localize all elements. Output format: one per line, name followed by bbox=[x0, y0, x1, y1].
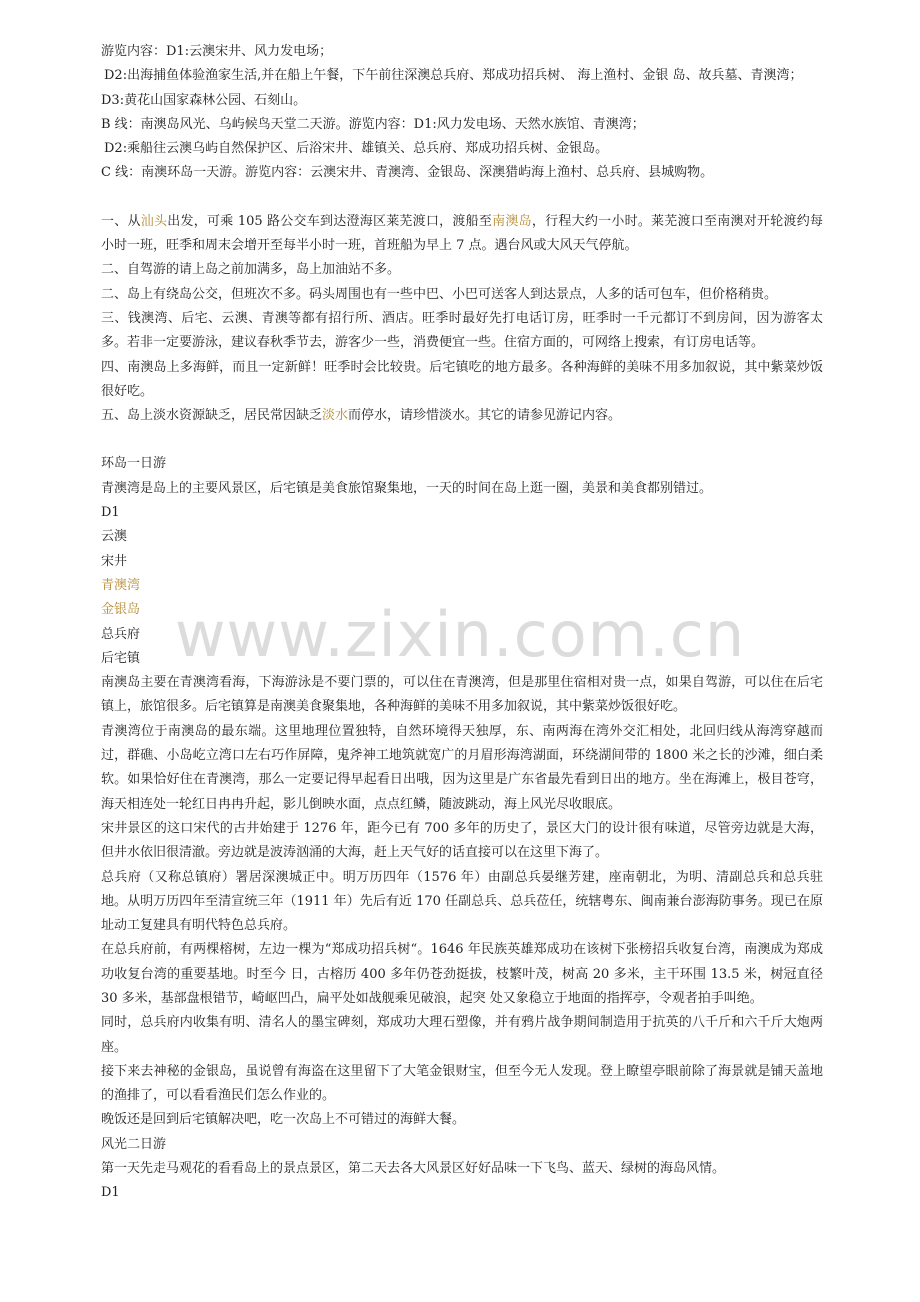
stop-yunao: 云澳 bbox=[101, 529, 128, 545]
tip-1-text-c: ，行程大约一小时。莱芜渡口至南澳对开轮渡约每小时一班，旺季和周末会增开至每半小时一班，首班船为早上 7 点。遇台风或大风天气停航。 bbox=[101, 213, 823, 254]
stop-jinyin-island-link[interactable]: 金银岛 bbox=[101, 602, 141, 618]
spacer bbox=[101, 186, 823, 210]
route-a-content: 游览内容：D1:云澳宋井、风力发电场； bbox=[101, 44, 333, 59]
route-c: C 线：南澳环岛一天游。游览内容：云澳宋井、青澳湾、金银岛、深澳猎屿海上渔村、总兵府、县城购物。 bbox=[101, 165, 714, 181]
two-day-title: 风光二日游 bbox=[101, 1136, 167, 1152]
link-fresh-water[interactable]: 淡水 bbox=[322, 408, 349, 424]
spacer bbox=[101, 428, 823, 452]
tip-1-text-a: 一、从 bbox=[101, 213, 141, 229]
watermark: www.zixin.com.cn bbox=[174, 598, 746, 671]
route-b-day2: D2:乘船往云澳乌屿自然保护区、后浴宋井、雄镇关、总兵府、郑成功招兵树、金银岛。 bbox=[104, 141, 609, 157]
paragraph-song-well: 宋井景区的这口宋代的古井始建于 1276 年，距今已有 700 多年的历史了，景区大门的设计很有味道，尽管旁边就是大海，但井水依旧很清澈。旁边就是波涛汹涌的大海，赶上天气好的话直接可以在这里下海了。 bbox=[101, 820, 823, 861]
link-shantou[interactable]: 汕头 bbox=[140, 213, 168, 229]
paragraph-relics: 同时，总兵府内收集有明、清名人的墨宝碑刻，郑成功大理石塑像，并有鸦片战争期间制造用于抗英的八千斤和六千斤大炮两座。 bbox=[101, 1015, 823, 1055]
tip-6-text-b: 而停水，请珍惜淡水。其它的请参见游记内容。 bbox=[348, 408, 622, 424]
two-day-intro: 第一天先走马观花的看看岛上的景点景区，第二天去各大风景区好好品味一下飞鸟、蓝天、绿树的海岛风情。 bbox=[101, 1161, 726, 1177]
route-b: B 线：南澳岛风光、乌屿候鸟天堂二天游。游览内容：D1:风力发电场、天然水族馆、青澳湾； bbox=[101, 116, 645, 132]
paragraph-zongbingfu: 总兵府（又称总镇府）署居深澳城正中。明万历四年（1576 年）由副总兵晏继芳建，座南朝北，为明、清副总兵和总兵驻地。从明万历四年至清宣统三年（1911 年）先后有近 170 任副总兵、总兵莅任，统辖粤东、闽南兼台澎海防事务。现已在原址动工复建具有明代特色总兵府。 bbox=[101, 869, 823, 934]
stop-houzhai-town: 后宅镇 bbox=[101, 650, 141, 666]
day-trip-day-label: D1 bbox=[101, 505, 120, 521]
paragraph-dinner: 晚饭还是回到后宅镇解决吧，吃一次岛上不可错过的海鲜大餐。 bbox=[101, 1112, 466, 1128]
paragraph-qingao-bay: 青澳湾位于南澳岛的最东端。这里地理位置独特，自然环境得天独厚，东、南两海在湾外交汇相处，北回归线从海湾穿越而过，群礁、小岛屹立湾口左右巧作屏障，鬼斧神工地筑就宽广的月眉形海湾湖面，环绕湖间带的 1800 米之长的沙滩，细白柔软。如果恰好住在青澳湾，那么一定要记得早起看日出哦，因为这里是广东省最先看到日出的地方。坐在海滩上，极目苍穹，海天相连处一轮红日冉冉升起，影儿倒映水面，点点红鳞，随波跳动，海上风光尽收眼底。 bbox=[101, 723, 823, 812]
tip-6 bbox=[101, 404, 823, 428]
route-a-day3: D3:黄花山国家森林公园、石刻山。 bbox=[101, 92, 307, 108]
tip-1 bbox=[101, 210, 823, 259]
document-body bbox=[101, 40, 823, 1206]
paragraph-recruit-tree: 在总兵府前，有两棵榕树，左边一棵为“郑成功招兵树“。1646 年民族英雄郑成功在该树下张榜招兵收复台湾，南澳成为郑成功收复台湾的重要基地。时至今 日，古榕历 400 多年仍苍劲挺拔，枝繁叶茂，树高 20 多米，主干环围 13.5 米，树冠直径 30 多米，基部盘根错节，崎岖凹凸，扁平处如战舰乘见破浪，起突 处又象稳立于地面的指挥亭，令观者拍手叫绝。 bbox=[101, 942, 823, 1006]
tip-4: 三、钱澳湾、后宅、云澳、青澳等都有招行所、酒店。旺季时最好先打电话订房，旺季时一千元都订不到房间，因为游客太多。若非一定要游泳，建议春秋季节去，游客少一些，消费便宜一些。住宿方面的，可网络上搜索，有订房电话等。 bbox=[101, 310, 823, 351]
day-trip-intro: 青澳湾是岛上的主要风景区，后宅镇是美食旅馆聚集地，一天的时间在岛上逛一圈，美景和美食都别错过。 bbox=[101, 480, 713, 496]
tip-5: 四、南澳岛上多海鲜，而且一定新鲜！旺季时会比较贵。后宅镇吃的地方最多。各种海鲜的美味不用多加叙说，其中紫菜炒饭很好吃。 bbox=[101, 359, 823, 399]
tip-1-text-b: 出发，可乘 105 路公交车到达澄海区莱芜渡口，渡船至 bbox=[167, 213, 493, 229]
link-nanao-island[interactable]: 南澳岛 bbox=[492, 213, 532, 229]
tip-3: 二、岛上有绕岛公交，但班次不多。码头周围也有一些中巴、小巴可送客人到达景点，人多的话可包车，但价格稍贵。 bbox=[101, 286, 778, 302]
route-a-day2: D2:出海捕鱼体验渔家生活,并在船上午餐，下午前往深澳总兵府、郑成功招兵树、 海上渔村、金银 岛、故兵墓、青澳湾； bbox=[104, 68, 803, 84]
tip-2: 二、自驾游的请上岛之前加满多，岛上加油站不多。 bbox=[101, 262, 401, 278]
paragraph-jinyin-island: 接下来去神秘的金银岛，虽说曾有海盗在这里留下了大笔金银财宝，但至今无人发现。登上瞭望亭眼前除了海景就是铺天盖地的渔排了，可以看看渔民们怎么作业的。 bbox=[101, 1063, 823, 1104]
two-day-day-label: D1 bbox=[101, 1185, 120, 1201]
tip-6-text-a: 五、岛上淡水资源缺乏，居民常因缺乏 bbox=[101, 408, 323, 424]
stop-qingao-bay-link[interactable]: 青澳湾 bbox=[101, 577, 141, 593]
stop-songjing: 宋井 bbox=[101, 553, 128, 569]
stop-zongbingfu: 总兵府 bbox=[101, 626, 141, 642]
day-trip-title: 环岛一日游 bbox=[101, 456, 167, 472]
paragraph-nanao-beach: 南澳岛主要在青澳湾看海，下海游泳是不要门票的，可以住在青澳湾，但是那里住宿相对贵一点，如果自驾游，可以住在后宅镇上，旅馆很多。后宅镇算是南澳美食聚集地，各种海鲜的美味不用多加叙说，其中紫菜炒饭很好吃。 bbox=[101, 675, 823, 715]
